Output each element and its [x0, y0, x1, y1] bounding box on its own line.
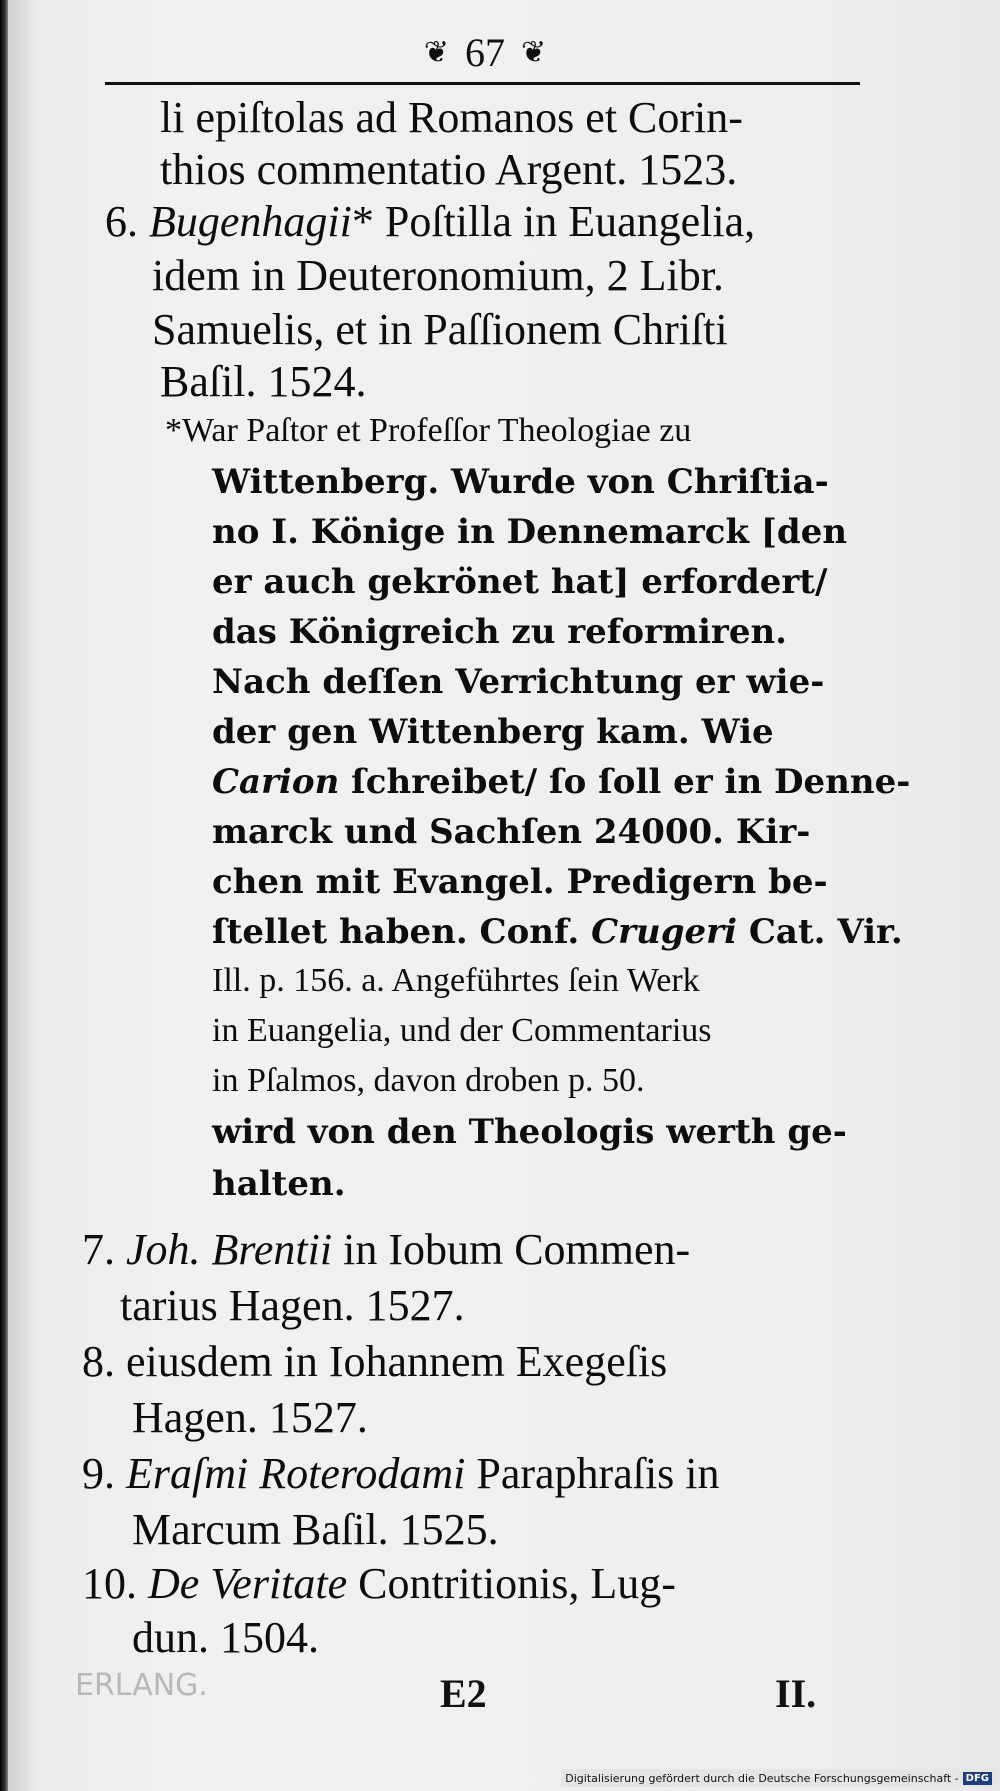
- note-line: no I. Könige in Dennemarck [den: [212, 512, 848, 552]
- note-line: wird von den Theologis werth ge-: [212, 1112, 847, 1152]
- note-line: er auch gekrönet hat] erfordert/: [212, 562, 828, 602]
- entry-10: [82, 1558, 676, 1609]
- author-name: Joh. Brentii: [126, 1225, 333, 1274]
- text-line: li epiſtolas ad Romanos et Corin-: [160, 93, 743, 142]
- signature-mark: E2: [440, 1671, 487, 1716]
- text-line: Samuelis, et in Paſſionem Chriſti: [152, 305, 728, 354]
- digitization-credit: [561, 1769, 996, 1787]
- note-text: Cat. Vir.: [737, 912, 903, 952]
- author-name: Bugenhagii: [149, 197, 352, 246]
- credit-text: Digitalisierung gefördert durch die Deutsche Forschungsgemeinschaft -: [565, 1771, 959, 1785]
- catchword: II.: [775, 1671, 817, 1716]
- dfg-logo: DFG: [963, 1772, 992, 1785]
- cited-name: Carion: [212, 762, 340, 802]
- note-line: halten.: [212, 1164, 346, 1204]
- text-line: idem in Deuteronomium, 2 Libr.: [152, 251, 724, 300]
- book-spine-shadow: [0, 0, 8, 1791]
- text-line: Baſil. 1524.: [160, 357, 367, 406]
- entry-number: 7.: [82, 1225, 115, 1274]
- entry-6: [105, 196, 755, 247]
- note-line: *War Paſtor et Profeſſor Theologiae zu: [165, 412, 692, 449]
- entry-title: * Poſtilla in Euangelia,: [351, 197, 756, 246]
- text-line: dun. 1504.: [132, 1613, 319, 1662]
- entry-number: 9.: [82, 1449, 115, 1498]
- text-line: thios commentatio Argent. 1523.: [160, 145, 738, 194]
- entry-number: 10.: [82, 1559, 137, 1608]
- header-rule: [105, 82, 860, 85]
- note-text: ſtellet haben. Conf.: [212, 912, 592, 952]
- text-line: Marcum Baſil. 1525.: [132, 1505, 499, 1554]
- page-number: 67: [465, 30, 505, 75]
- note-line: [212, 762, 910, 802]
- entry-7: [82, 1224, 690, 1275]
- note-line: das Königreich zu reformiren.: [212, 612, 788, 652]
- entry-9: [82, 1448, 720, 1499]
- note-line: Nach deſſen Verrichtung er wie-: [212, 662, 825, 702]
- note-line: der gen Wittenberg kam. Wie: [212, 712, 774, 752]
- note-line: in Euangelia, und der Commentarius: [212, 1012, 712, 1049]
- text-line: tarius Hagen. 1527.: [120, 1281, 465, 1330]
- entry-title: in Iobum Commen-: [332, 1225, 691, 1274]
- entry-8: [82, 1336, 667, 1387]
- library-stamp: ERLANG.: [75, 1668, 208, 1703]
- note-line: in Pſalmos, davon droben p. 50.: [212, 1062, 645, 1099]
- text-line: Hagen. 1527.: [132, 1393, 368, 1442]
- entry-number: 6.: [105, 197, 138, 246]
- note-line: chen mit Evangel. Predigern be-: [212, 862, 828, 902]
- note-line: [212, 912, 903, 952]
- entry-title: eiusdem in Iohannem Exegeſis: [126, 1337, 668, 1386]
- entry-title: Paraphraſis in: [465, 1449, 720, 1498]
- ornament-left-icon: ❦: [423, 36, 449, 69]
- ornament-right-icon: ❦: [521, 36, 547, 69]
- entry-title: Contritionis, Lug-: [347, 1559, 676, 1608]
- entry-number: 8.: [82, 1337, 115, 1386]
- title-italic: De Veritate: [148, 1559, 348, 1608]
- note-line: marck und Sachſen 24000. Kir-: [212, 812, 811, 852]
- note-line: Wittenberg. Wurde von Chriſtia-: [212, 462, 829, 502]
- note-text: ſchreibet/ ſo ſoll er in Denne-: [339, 762, 911, 802]
- cited-name: Crugeri: [591, 912, 738, 952]
- author-name: Eraſmi Roterodami: [126, 1449, 466, 1498]
- page-header: [395, 28, 575, 78]
- note-line: Ill. p. 156. a. Angeführtes ſein Werk: [212, 962, 700, 999]
